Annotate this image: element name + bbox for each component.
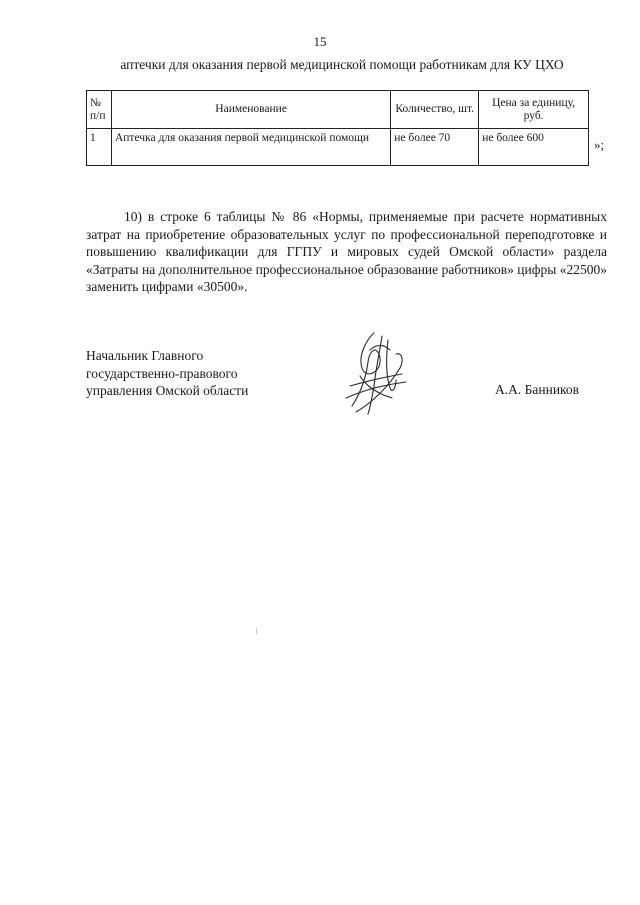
amendment-paragraph: 10) в строке 6 таблицы № 86 «Нормы, применяемые при расчете нормативных затрат на приобретение образовательных услуг по профессиональной переподготовке и повышению квалификации для ГГПУ и мировых судей Омской области» раздела «Затраты на дополнительное профессиональное образование работников» цифры «22500» заменить цифрами «30500». xyxy=(86,209,607,295)
table-heading: аптечки для оказания первой медицинской помощи работникам для КУ ЦХО xyxy=(120,57,564,72)
signatory-title-line: Начальник Главного xyxy=(86,348,204,363)
handwritten-signature xyxy=(330,328,420,418)
medkit-table xyxy=(86,90,589,166)
signatory-name: А.А. Банников xyxy=(495,382,580,397)
cell-name: Аптечка для оказания первой медицинской помощи xyxy=(111,129,390,166)
header-quantity: Количество, шт. xyxy=(391,91,479,129)
page-number: 15 xyxy=(313,34,327,49)
header-name: Наименование xyxy=(111,91,390,129)
table-header-row xyxy=(87,91,589,129)
table-closing-quote: »; xyxy=(594,137,605,152)
header-number: № п/п xyxy=(87,91,112,129)
signatory-title xyxy=(86,347,248,400)
cell-price: не более 600 xyxy=(479,129,589,166)
cell-quantity: не более 70 xyxy=(391,129,479,166)
signatory-title-line: управления Омской области xyxy=(86,383,249,398)
scan-mark xyxy=(256,628,257,634)
cell-number: 1 xyxy=(87,129,112,166)
signatory-title-line: государственно-правового xyxy=(86,365,238,381)
header-price: Цена за единицу, руб. xyxy=(479,91,589,129)
table-row xyxy=(87,129,589,166)
